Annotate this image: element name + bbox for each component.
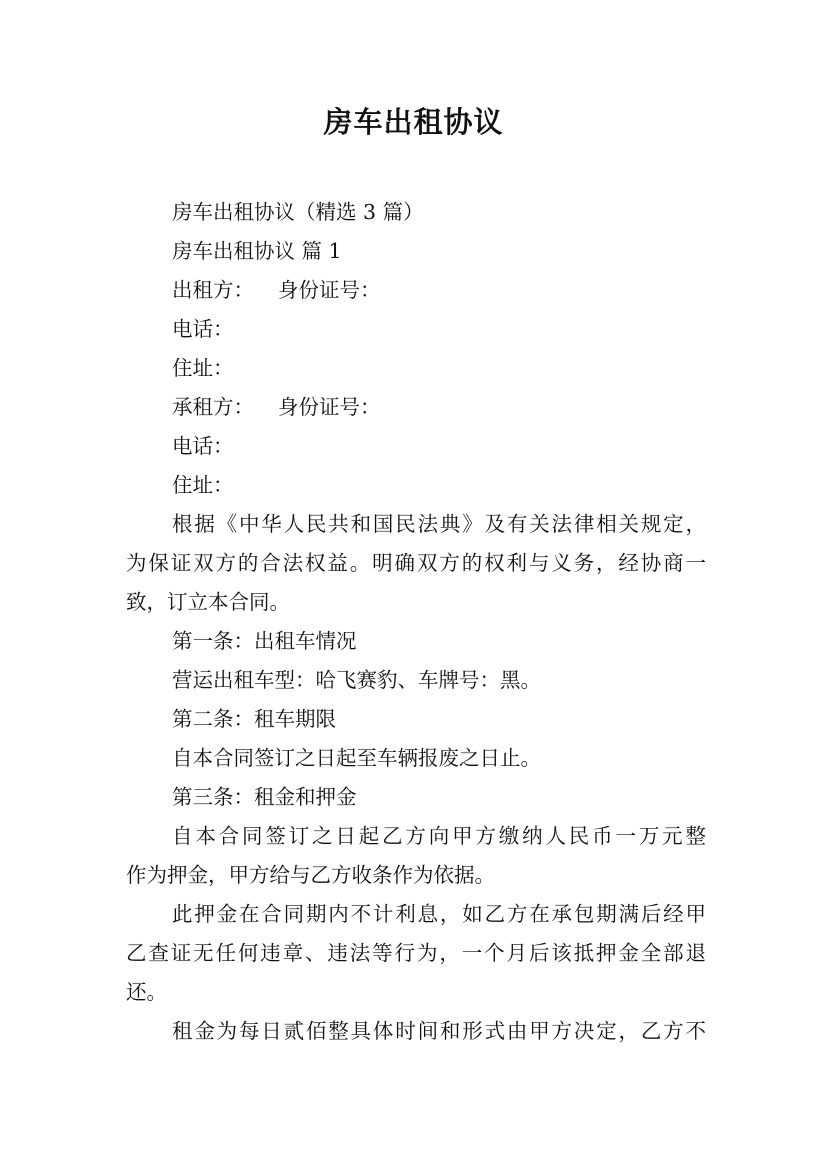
article3-p2-line-2: 乙查证无任何违章、违法等行为，一个月后该抵押金全部退 (126, 941, 706, 965)
article1-body: 营运出租车型：哈飞赛豹、车牌号：黑。 (172, 668, 541, 692)
lessor-phone: 电话： (172, 317, 234, 341)
article1-heading: 第一条：出租车情况 (172, 629, 357, 653)
lessor-id-label: 身份证号： (278, 278, 381, 302)
section-heading: 房车出租协议 篇 1 (172, 239, 342, 263)
intro-line-3: 致，订立本合同。 (126, 590, 290, 614)
document-title: 房车出租协议 (323, 105, 504, 139)
lessor-line (172, 277, 381, 303)
intro-line-2: 为保证双方的合法权益。明确双方的权利与义务，经协商一 (126, 551, 706, 575)
lessee-phone: 电话： (172, 434, 234, 458)
lessee-line (172, 394, 381, 420)
article3-heading: 第三条：租金和押金 (172, 785, 357, 809)
article3-p2-line-1: 此押金在合同期内不计利息，如乙方在承包期满后经甲 (172, 902, 706, 926)
article3-p3-line-1: 租金为每日贰佰整具体时间和形式由甲方决定，乙方不 (172, 1019, 706, 1043)
article3-p1-line-1: 自本合同签订之日起乙方向甲方缴纳人民币一万元整 (172, 824, 706, 848)
lessee-label: 承租方： (172, 395, 254, 419)
article2-body: 自本合同签订之日起至车辆报废之日止。 (172, 746, 541, 770)
article2-heading: 第二条：租车期限 (172, 707, 336, 731)
article3-p1-line-2: 作为押金，甲方给与乙方收条作为依据。 (126, 863, 495, 887)
intro-line-1: 根据《中华人民共和国民法典》及有关法律相关规定， (172, 512, 706, 536)
lessee-address: 住址： (172, 473, 234, 497)
lessor-address: 住址： (172, 356, 234, 380)
lessee-id-label: 身份证号： (278, 395, 381, 419)
subtitle: 房车出租协议（精选 3 篇） (172, 200, 424, 224)
article3-p2-line-3: 还。 (126, 980, 167, 1004)
lessor-label: 出租方： (172, 278, 254, 302)
